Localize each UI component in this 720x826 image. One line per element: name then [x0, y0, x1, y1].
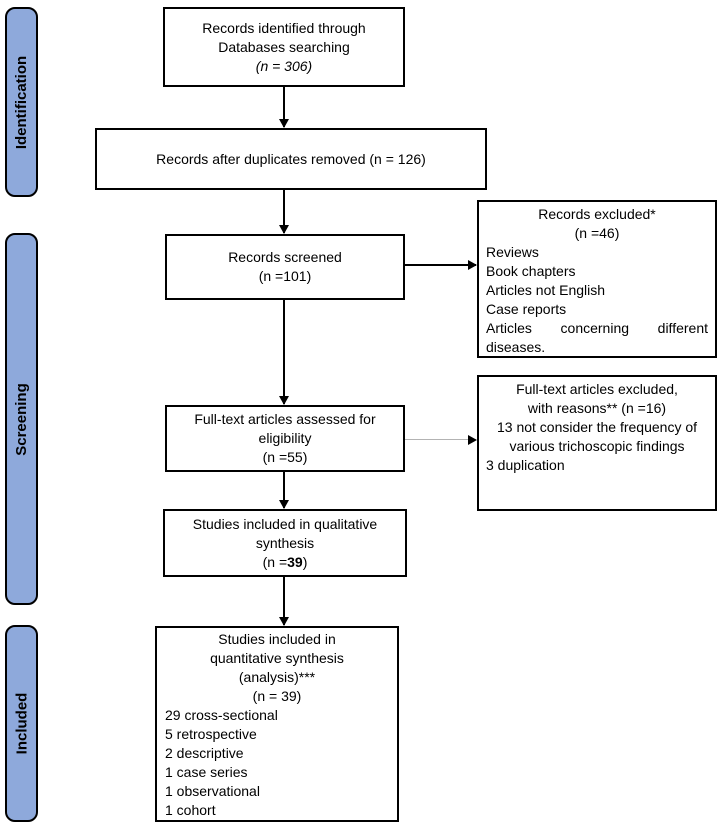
arrow-qualitative-to-quantitative — [283, 577, 285, 625]
fulltext-excluded-reason: 3 duplication — [486, 457, 565, 473]
arrow-screened-to-excluded — [405, 264, 476, 266]
box-qualitative-line1: Studies included in qualitative — [192, 515, 378, 532]
box-fulltext-assessed-line2: eligibility — [258, 430, 312, 446]
qualitative-count-value: 39 — [287, 553, 303, 570]
box-qualitative-line2: synthesis — [255, 534, 315, 551]
stage-band-included — [5, 625, 38, 822]
box-fulltext-assessed — [165, 405, 405, 472]
box-quantitative-line3: (analysis)*** — [238, 669, 316, 685]
box-records-excluded — [477, 200, 717, 358]
box-records-screened-line1: Records screened — [228, 249, 342, 265]
excluded-reason: Book chapters — [486, 263, 576, 279]
box-fulltext-excluded-title: Full-text articles excluded, — [516, 381, 678, 397]
stage-band-screening — [5, 233, 38, 605]
excluded-reason: Case reports — [486, 301, 567, 317]
box-fulltext-assessed-count: (n =55) — [262, 449, 308, 465]
quantitative-item: 1 case series — [165, 764, 248, 780]
quantitative-item: 29 cross-sectional — [165, 707, 278, 723]
box-qualitative-synthesis — [163, 509, 407, 577]
box-fulltext-assessed-line1: Full-text articles assessed for — [194, 411, 376, 427]
box-records-identified — [163, 7, 405, 87]
box-duplicates-removed-text: Records after duplicates removed (n = 126) — [156, 150, 426, 167]
box-records-excluded-title: Records excluded* — [538, 206, 656, 222]
quantitative-item: 5 retrospective — [165, 726, 257, 742]
excluded-reason: Articles not English — [486, 282, 606, 298]
box-records-identified-line2: Databases searching — [218, 38, 350, 55]
arrow-fulltext-to-qualitative — [283, 472, 285, 508]
stage-label-screening: Screening — [13, 382, 30, 456]
excluded-reason: Reviews — [486, 244, 539, 260]
box-quantitative-line2: quantitative synthesis — [210, 650, 344, 666]
box-quantitative-synthesis — [155, 626, 399, 822]
stage-label-included: Included — [13, 692, 31, 755]
arrow-screened-to-fulltext — [283, 300, 285, 404]
quantitative-item: 2 descriptive — [165, 745, 244, 761]
box-fulltext-excluded — [477, 375, 717, 511]
box-records-screened-count: (n =101) — [258, 268, 312, 284]
fulltext-excluded-reason: 13 not consider the frequency of various trichoscopic findings — [496, 419, 698, 454]
box-quantitative-line4: (n = 39) — [252, 688, 302, 704]
arrow-fulltext-to-excluded — [405, 439, 476, 440]
box-records-identified-count: (n = 306) — [255, 57, 313, 74]
box-quantitative-line1: Studies included in — [218, 631, 336, 647]
box-qualitative-count — [165, 553, 405, 572]
quantitative-item: 1 observational — [165, 783, 260, 799]
stage-band-identification — [5, 7, 38, 197]
quantitative-item: 1 cohort — [165, 802, 216, 818]
arrow-identified-to-duplicates — [283, 87, 285, 127]
box-records-screened — [165, 234, 405, 300]
qualitative-count-suffix: ) — [302, 553, 308, 570]
arrow-duplicates-to-screened — [283, 190, 285, 233]
box-records-identified-line1: Records identified through — [202, 19, 366, 36]
box-records-excluded-count: (n =46) — [574, 225, 620, 241]
stage-label-identification: Identification — [13, 55, 30, 149]
excluded-reason: Articles concerning different diseases. — [486, 320, 708, 355]
box-fulltext-excluded-subtitle: with reasons** (n =16) — [527, 400, 667, 416]
qualitative-count-prefix: (n = — [262, 553, 288, 570]
box-duplicates-removed — [95, 128, 487, 190]
